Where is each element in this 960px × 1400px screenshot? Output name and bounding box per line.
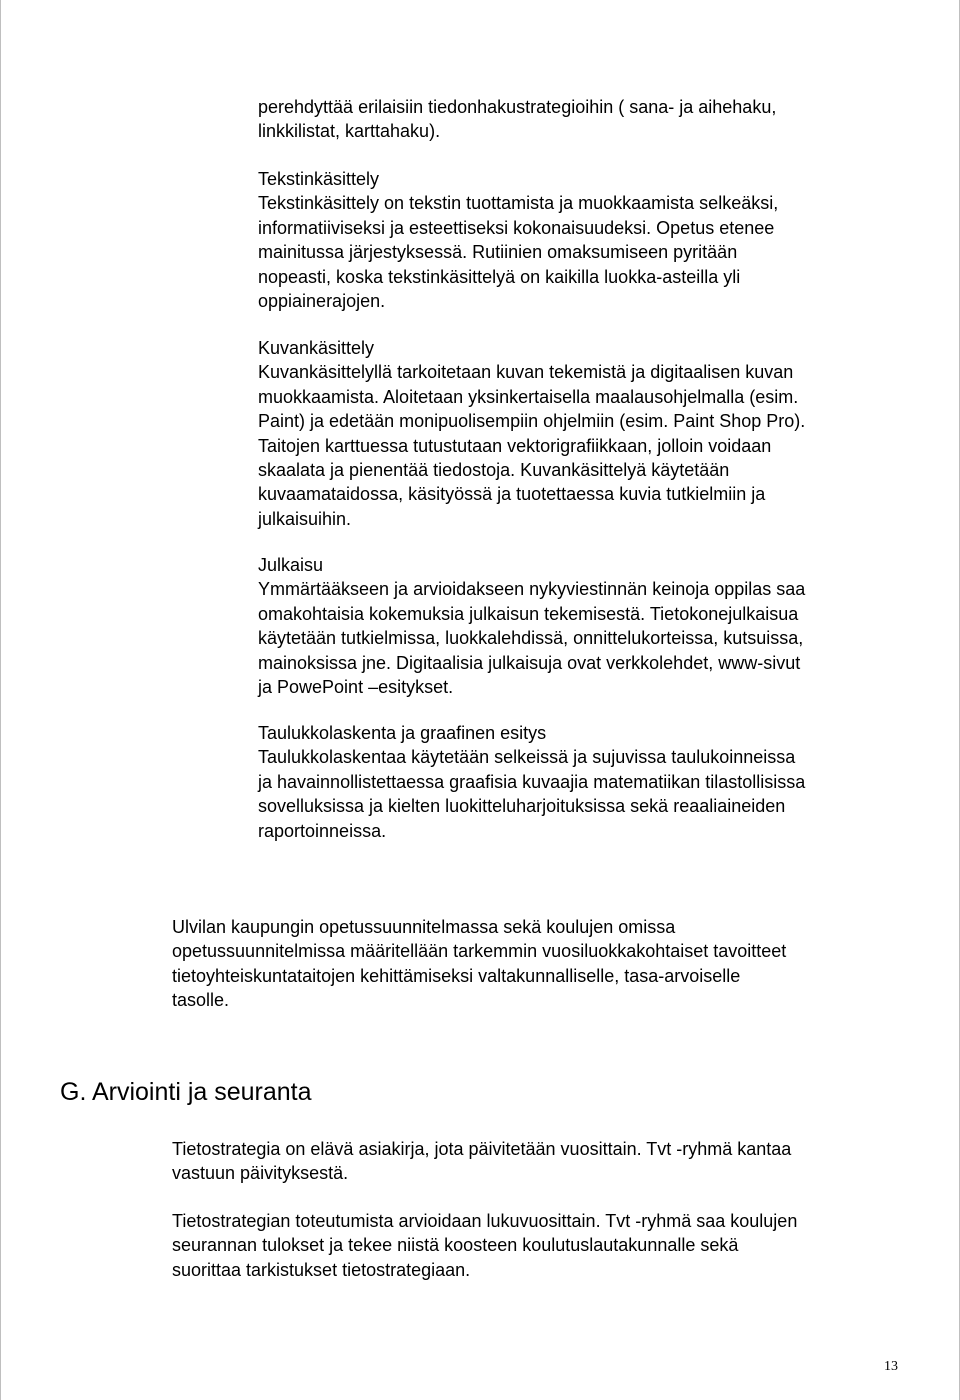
text-line: Ulvilan kaupungin opetussuunnitelmassa sekä koulujen omissa bbox=[172, 917, 676, 937]
page-border-left bbox=[0, 0, 1, 1400]
intro-paragraph bbox=[258, 95, 776, 144]
text-line: skaalata ja pienentää tiedostoja. Kuvankäsittelyä käytetään bbox=[258, 459, 730, 480]
text-line: muokkaamista. Aloitetaan yksinkertaisella maalausohjelmalla (esim. bbox=[258, 386, 799, 407]
text-line: julkaisuihin. bbox=[258, 508, 352, 529]
section-title: Julkaisu bbox=[258, 555, 324, 575]
text-line: Ymmärtääkseen ja arvioidakseen nykyviestinnän keinoja oppilas saa bbox=[258, 579, 806, 600]
text-line: linkkilistat, karttahaku). bbox=[258, 121, 441, 142]
section-title: Kuvankäsittely bbox=[258, 338, 375, 358]
text-line: seurannan tulokset ja tekee niistä koosteen koulutuslautakunnalle sekä bbox=[172, 1235, 739, 1256]
text-line: vastuun päivityksestä. bbox=[172, 1163, 349, 1184]
text-line: suorittaa tarkistukset tietostrategiaan. bbox=[172, 1259, 471, 1280]
chapter-heading: G. Arviointi ja seuranta bbox=[60, 1078, 312, 1106]
text-line: tasolle. bbox=[172, 990, 230, 1011]
text-line: Tekstinkäsittely on tekstin tuottamista ja muokkaamista selkeäksi, bbox=[258, 193, 779, 214]
section-julkaisu bbox=[258, 553, 805, 699]
text-line: nopeasti, koska tekstinkäsittelyä on kaikilla luokka-asteilla yli bbox=[258, 266, 741, 287]
text-line: tietoyhteiskuntataitojen kehittämiseksi valtakunnalliselle, tasa-arvoiselle bbox=[172, 965, 741, 986]
text-line: Taitojen karttuessa tutustutaan vektorigrafiikkaan, jolloin voidaan bbox=[258, 435, 772, 456]
section-taulukkolaskenta bbox=[258, 721, 805, 843]
section-kuvankasittely bbox=[258, 336, 805, 531]
text-line: Tietostrategia on elävä asiakirja, jota päivitetään vuosittain. Tvt -ryhmä kantaa bbox=[172, 1139, 792, 1159]
text-line: ja havainnollistettaessa graafisia kuvaajia matematiikan tilastollisissa bbox=[258, 771, 806, 792]
city-note-paragraph bbox=[172, 915, 786, 1013]
text-line: perehdyttää erilaisiin tiedonhakustrategioihin ( sana- ja aihehaku, bbox=[258, 97, 777, 117]
text-line: Tietostrategian toteutumista arvioidaan lukuvuosittain. Tvt -ryhmä saa koulujen bbox=[172, 1211, 798, 1231]
chapter-paragraph-2 bbox=[172, 1209, 797, 1282]
text-line: Kuvankäsittelyllä tarkoitetaan kuvan tekemistä ja digitaalisen kuvan bbox=[258, 362, 794, 383]
chapter-paragraph-1 bbox=[172, 1137, 791, 1186]
section-title: Tekstinkäsittely bbox=[258, 169, 380, 189]
text-line: Paint) ja edetään monipuolisempiin ohjelmiin (esim. Paint Shop Pro). bbox=[258, 411, 806, 432]
text-line: mainoksissa jne. Digitaalisia julkaisuja ovat verkkolehdet, www-sivut bbox=[258, 652, 801, 673]
text-line: raportoinneissa. bbox=[258, 820, 387, 841]
text-line: sovelluksissa ja kielten luokitteluharjoituksissa sekä reaaliaineiden bbox=[258, 796, 786, 817]
text-line: omakohtaisia kokemuksia julkaisun tekemisestä. Tietokonejulkaisua bbox=[258, 603, 799, 624]
text-line: informatiiviseksi ja esteettiseksi kokonaisuudeksi. Opetus etenee bbox=[258, 217, 775, 238]
text-line: oppiainerajojen. bbox=[258, 290, 386, 311]
text-line: opetussuunnitelmissa määritellään tarkemmin vuosiluokkakohtaiset tavoitteet bbox=[172, 941, 787, 962]
text-line: Taulukkolaskentaa käytetään selkeissä ja sujuvissa taulukoinneissa bbox=[258, 747, 796, 768]
section-title: Taulukkolaskenta ja graafinen esitys bbox=[258, 723, 547, 743]
section-tekstinkasittely bbox=[258, 167, 778, 313]
page-number: 13 bbox=[884, 1359, 898, 1374]
text-line: käytetään tutkielmissa, luokkalehdissä, onnittelukorteissa, kutsuissa, bbox=[258, 628, 804, 649]
text-line: mainitussa järjestyksessä. Rutiinien omaksumiseen pyritään bbox=[258, 242, 738, 263]
text-line: kuvaamataidossa, käsityössä ja tuotettaessa kuvia tutkielmiin ja bbox=[258, 484, 766, 505]
text-line: ja PowePoint –esitykset. bbox=[258, 676, 454, 697]
